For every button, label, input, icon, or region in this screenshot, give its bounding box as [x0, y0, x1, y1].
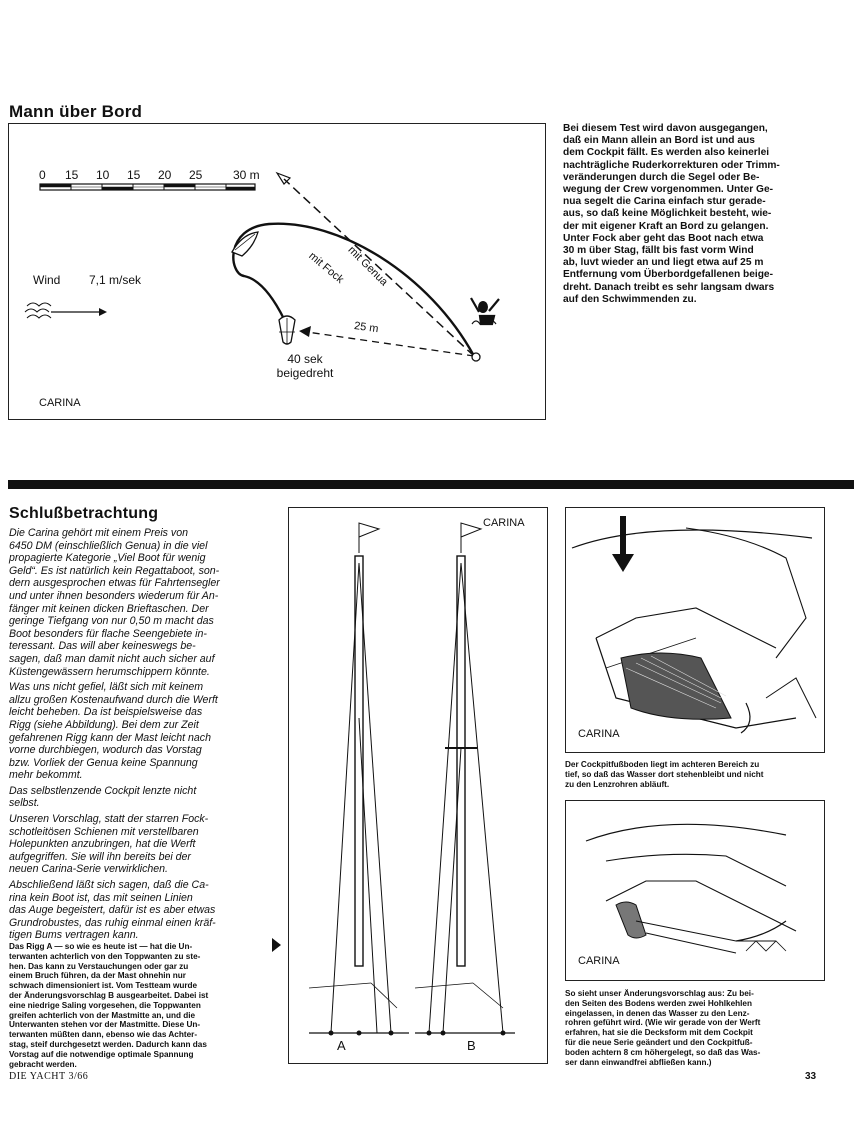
scale-label: 0 — [39, 168, 46, 182]
genua-label: mit Genua — [345, 244, 390, 289]
scale-label: 15 — [65, 168, 79, 182]
scale-label: 30 m — [233, 168, 260, 182]
conclusion-paragraph: Abschließend läßt sich sagen, daß die Ca- rina kein Boot ist, das mit seinen Linien das Auge begeistert, dafür ist es aber etwas Grundrobustes, das ruhig einmal einen kräf- tigen Bums vertragen kann. — [9, 879, 216, 942]
rigg-figure — [288, 507, 548, 1064]
cockpit-figure-2 — [565, 800, 825, 981]
rigg-label-a: A — [337, 1038, 346, 1053]
mob-diagram — [8, 123, 546, 420]
turn-text: beigedreht — [276, 366, 334, 380]
cockpit2-boat-name: CARINA — [578, 955, 620, 967]
conclusion-paragraph: Das selbstlenzende Cockpit lenzte nicht selbst. — [9, 784, 197, 810]
rigg-b-drawing — [415, 523, 515, 1036]
cockpit2-caption: So sieht unser Änderungsvorschlag aus: Zu bei- den Seiten des Bodens werden zwei Hohlkehlen eingelassen, in denen das Wasser zu den Lenz- rohren geführt wird. (Wie wir gerade von der Werft erfahren, hat sie die Decksform mit dem Cockpit für die neue Serie geändert und den Cockpitfuß- boden achtern 8 cm höhergelegt, so daß das Was- ser dann einwandfrei abfließen kann.) — [565, 989, 761, 1067]
cockpit-figure-1 — [565, 507, 825, 753]
arrow-down-icon — [612, 516, 634, 572]
cockpit-drawing-proposal — [586, 824, 796, 953]
conclusion-title: Schlußbetrachtung — [9, 505, 159, 522]
rigg-a-drawing — [309, 523, 409, 1036]
cockpit1-boat-name: CARINA — [578, 728, 620, 740]
rigg-boat-name: CARINA — [483, 517, 525, 529]
mob-text: Bei diesem Test wird davon ausgegangen, daß ein Mann allein an Bord ist und aus dem Cockpit fällt. Es werden also keinerlei nachträgliche Ruderkorrekturen oder Trimm- veränderungen durch die Segel oder Be- wegung der Crew vorgenommen. Unter Ge- nua segelt die Carina einfach stur gerade- aus, so daß keine Möglichkeit besteht, wie- der mit eigener Kraft an Bord zu gelangen. Unter Fock aber geht das Boot nach etwa 30 m über Stag, fällt bis fast vorm Wind ab, luvt wieder an und liegt etwa auf 25 m Entfernung vom Überbordgefallenen beige- dreht. Danach treibt es sehr langsam dwars auf den Schwimmenden zu. — [563, 123, 780, 305]
distance-label: 25 m — [353, 320, 380, 336]
wind-speed: 7,1 m/sek — [89, 273, 142, 287]
conclusion-paragraph: Die Carina gehört mit einem Preis von 6450 DM (einschließlich Genua) in die viel propagierte Kategorie „Viel Boot für wenig Geld“. Es ist natürlich kein Regattaboot, son- dern ausgesprochen etwas für Fahrtensegler und unter ihnen besonders wiederum für An- fänger mit keinen dicken Brieftaschen. Der geringe Tiefgang von nur 0,50 m macht das Boot besonders für flache Seengebiete in- teressant. Das will aber keineswegs be- sagen, daß man damit nicht auch sicher auf Küstengewässern herumschippern könnte. — [9, 527, 220, 678]
wind-label: Wind — [33, 273, 61, 287]
wind-icon — [25, 303, 107, 318]
pointer-arrow-icon — [272, 938, 281, 952]
section-divider — [8, 480, 854, 489]
scale-labels — [39, 168, 269, 182]
cockpit1-caption: Der Cockpitfußboden liegt im achteren Bereich zu tief, so daß das Wasser dort stehenbleibt und nicht zu den Lenzrohren abläuft. — [565, 760, 764, 789]
rigg-label-b: B — [467, 1038, 476, 1053]
cockpit-drawing-original — [572, 528, 816, 733]
conclusion-paragraph: Was uns nicht gefiel, läßt sich mit keinem allzu großen Kostenaufwand durch die Werft leicht beheben. Da ist beispielsweise das Rigg (siehe Abbildung). Bei dem zur Zeit gefahrenen Rigg kann der Mast leicht nach vorne durchbiegen, wodurch das Vorstag bzw. Vorliek der Genua keine Spannung mehr bekommt. — [9, 681, 218, 782]
scale-label: 20 — [158, 168, 172, 182]
boat-icon-bottom — [279, 316, 295, 344]
rigg-caption: Das Rigg A — so wie es heute ist — hat die Un- terwanten achterlich von den Toppwanten zu ste- hen. Das kann zu Verstauchungen oder gar zu einem Bruch führen, da der Mast ohnehin nur schwach dimensioniert ist. Vom Testteam wurde der Änderungsvorschlag B ausgearbeitet. Dabei ist eine niedrige Saling vorgesehen, die Toppwanten greifen achterlich von der Mastmitte an, und die Unterwanten stehen vor der Mastmitte. Diese Un- terwanten müßten dann, ebenso wie das Achter- stag, steif durchgesetzt werden. Dadurch kann das Vorstag auf die notwendige optimale Spannung gebracht werden. — [9, 942, 209, 1069]
footer-magazine: DIE YACHT 3/66 — [9, 1071, 89, 1082]
footer-page-number: 33 — [805, 1071, 817, 1082]
scale-label: 25 — [189, 168, 203, 182]
scale-label: 10 — [96, 168, 110, 182]
conclusion-body — [9, 527, 277, 945]
boat-name: CARINA — [39, 397, 81, 409]
conclusion-paragraph: Unseren Vorschlag, statt der starren Fock- schotleitösen Schienen mit verstellbaren Holepunkten anzubringen, hat die Werft aufgegriffen. Sie will ihn bereits bei der neuen Carina-Serie verwirklichen. — [9, 813, 209, 876]
turn-time: 40 sek — [287, 352, 323, 366]
scale-bar — [40, 184, 255, 190]
mob-title: Mann über Bord — [9, 102, 143, 121]
fock-label: mit Fock — [306, 250, 346, 286]
swimmer-icon — [471, 298, 499, 324]
scale-label: 15 — [127, 168, 141, 182]
